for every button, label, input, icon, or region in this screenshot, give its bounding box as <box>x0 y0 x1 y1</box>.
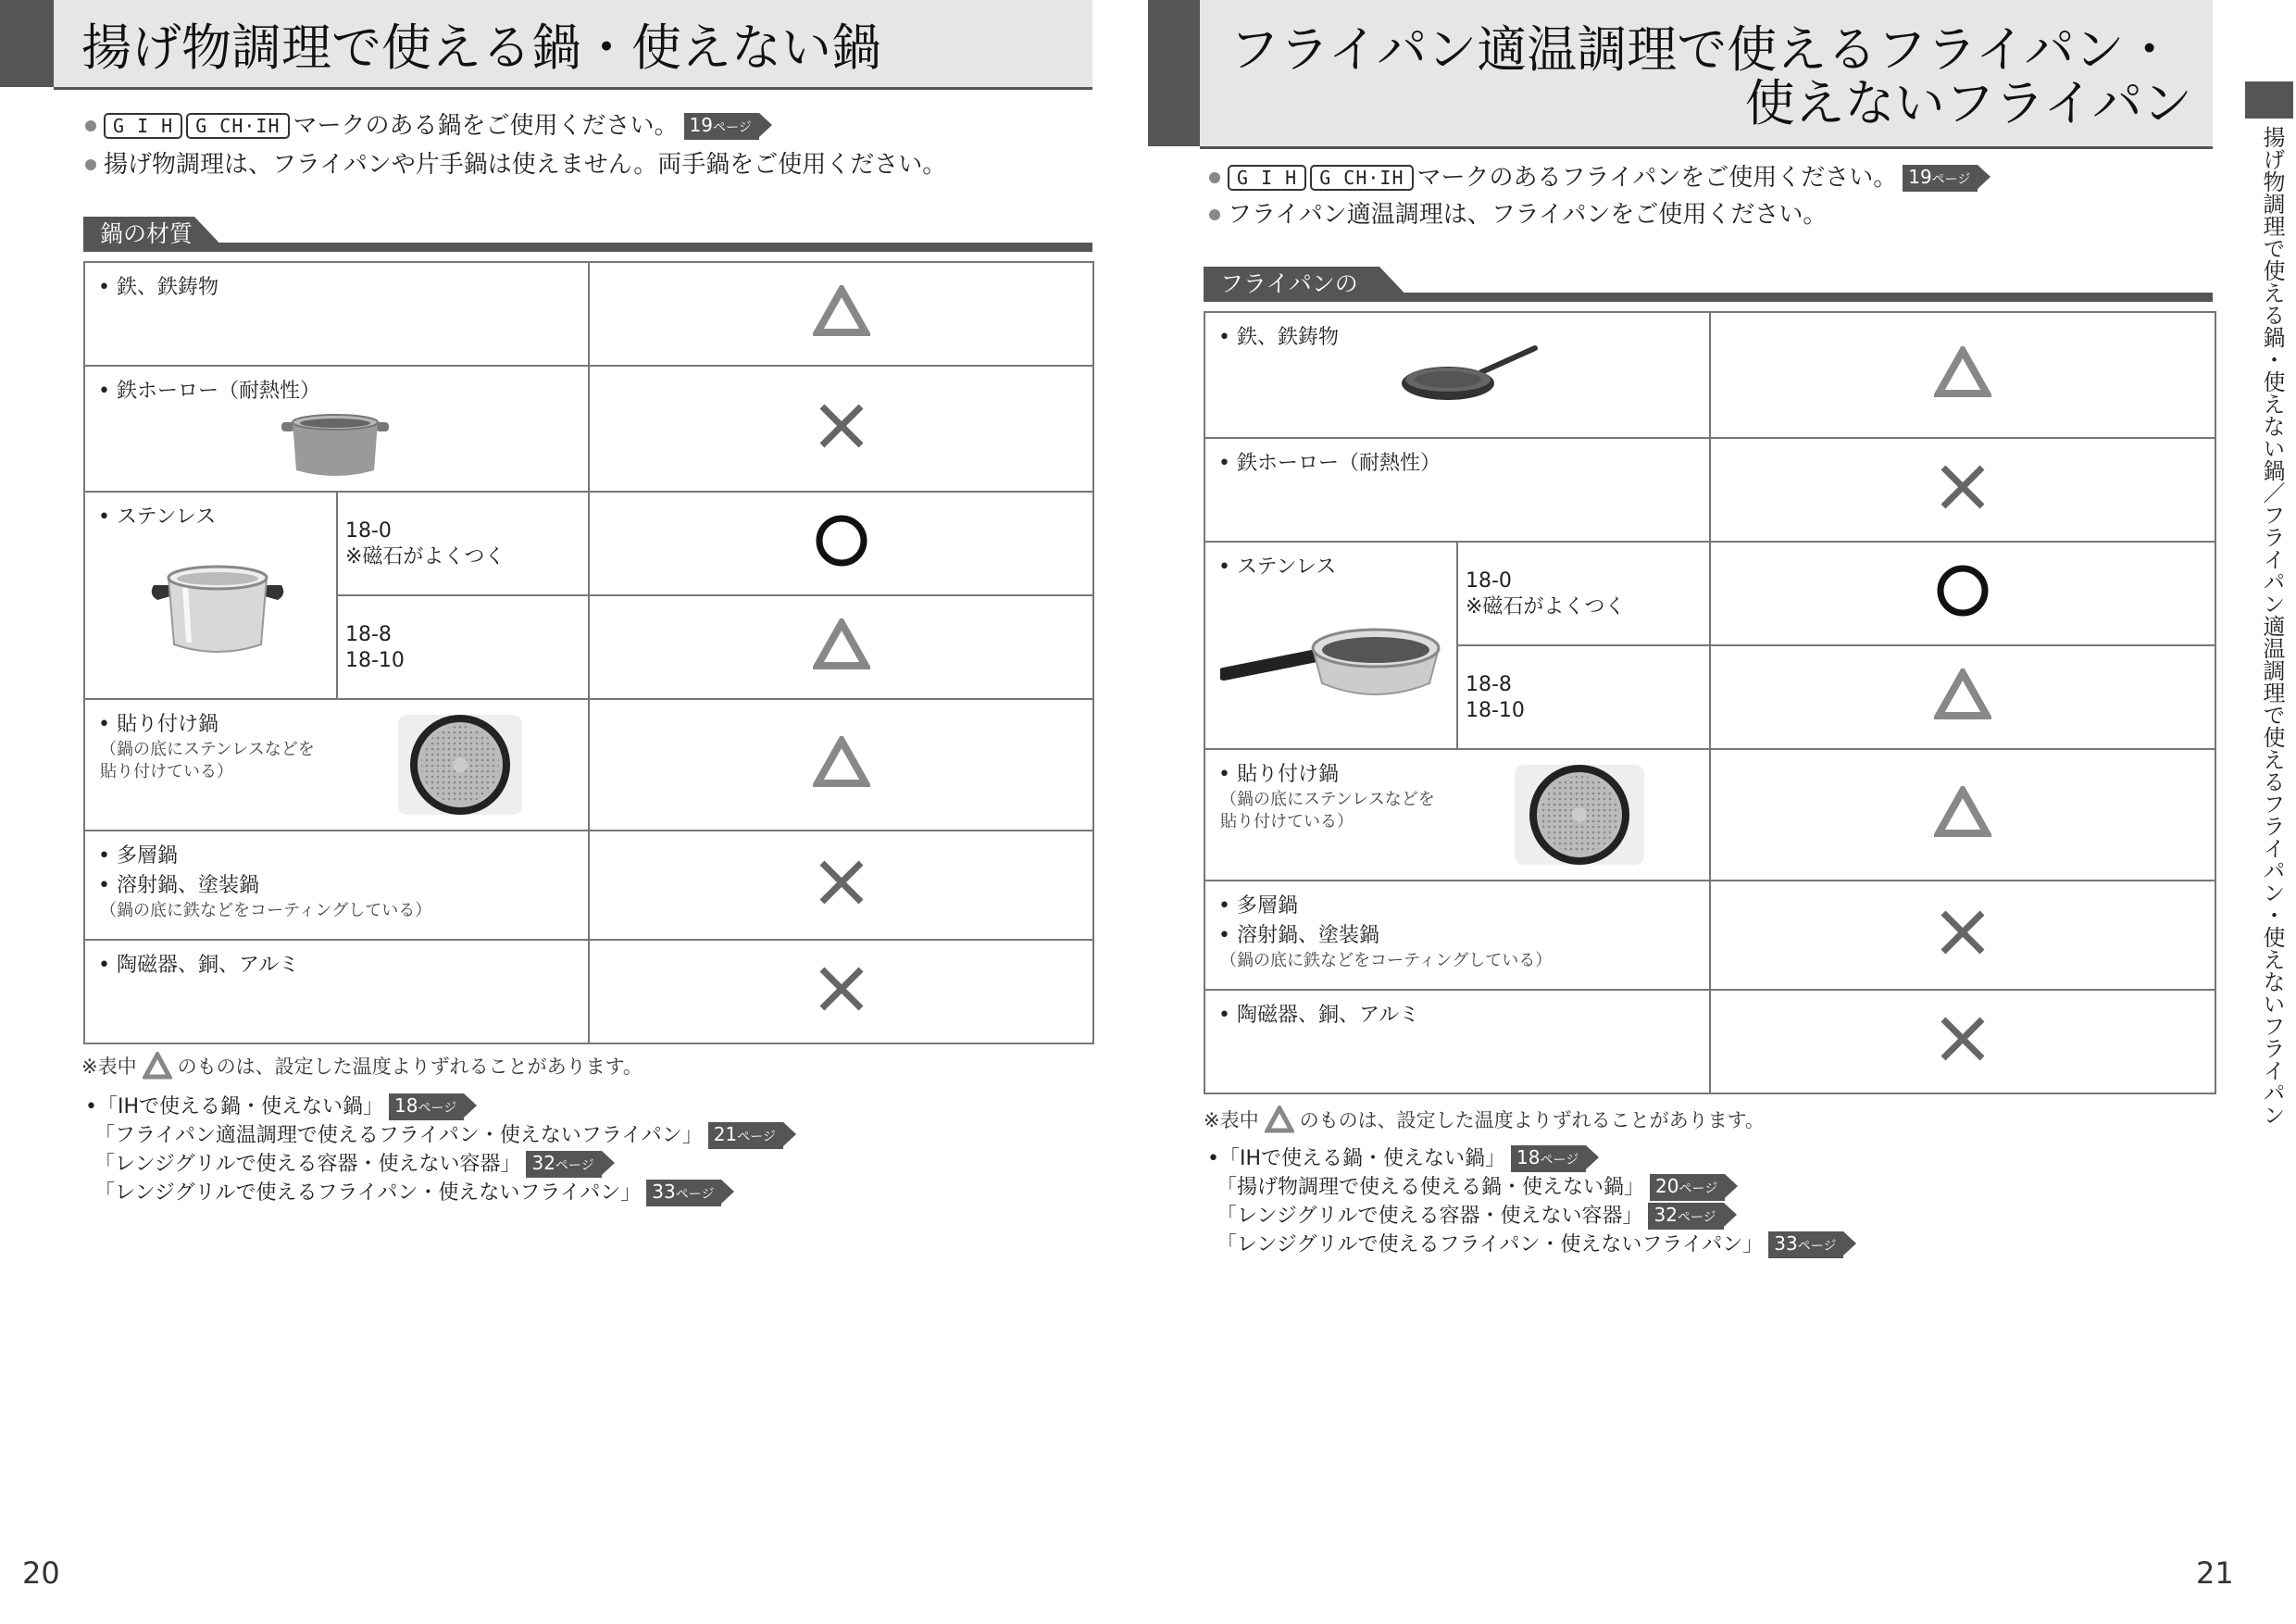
material-label: • 貼り付け鍋 <box>98 713 218 736</box>
bullet-usage-info <box>1209 198 1827 231</box>
page-number: 21 <box>2196 1555 2234 1591</box>
page-ref-link[interactable]: 20ページ <box>1650 1174 1725 1201</box>
grade-text: 18-8 18-10 <box>1466 673 1525 722</box>
cross-symbol-icon <box>1938 907 1988 957</box>
material-table <box>1204 311 2216 1094</box>
circle-symbol-icon <box>1935 563 1990 618</box>
material-label: • ステンレス <box>98 506 217 529</box>
page-ref-link[interactable]: 33ページ <box>1768 1231 1843 1258</box>
table-row <box>1204 542 2215 645</box>
triangle-symbol-icon <box>813 285 870 337</box>
title-accent <box>1148 0 1200 146</box>
grade-text: 18-0 ※磁石がよくつく <box>1466 569 1626 618</box>
page-title-line2: 使えないフライパン <box>1744 74 2192 132</box>
bullet-mark-info <box>1209 161 1998 194</box>
table-note: ※表中 のものは、設定した温度よりずれることがあります。 <box>1204 1106 1765 1133</box>
material-label: • 鉄ホーロー（耐熱性） <box>98 380 320 403</box>
material-note: （鍋の底に鉄などをコーティングしている） <box>100 901 432 920</box>
page-ref-link[interactable]: 32ページ <box>526 1151 601 1178</box>
table-row <box>1204 990 2215 1093</box>
iron-pan-icon <box>1400 344 1539 409</box>
page-ref-link[interactable]: 18ページ <box>389 1093 464 1120</box>
material-label: • 陶磁器、銅、アルミ <box>1218 1004 1420 1027</box>
side-index-tab[interactable] <box>2245 81 2293 119</box>
related-links <box>85 1093 804 1207</box>
related-link-row[interactable]: 「レンジグリルで使える容器・使えない容器」 32ページ <box>1207 1202 1864 1230</box>
page-title-line1: フライパン適温調理で使えるフライパン・ <box>1229 20 2175 79</box>
triangle-symbol-icon <box>813 736 870 788</box>
material-label: • 鉄、鉄鋳物 <box>1218 326 1339 349</box>
table-row <box>1204 438 2215 542</box>
section-rule <box>83 243 1092 252</box>
section-header <box>83 217 1092 252</box>
related-link-row[interactable]: 「レンジグリルで使える容器・使えない容器」 32ページ <box>85 1150 804 1179</box>
bullet-dot <box>85 159 96 170</box>
enamel-pot-icon <box>280 407 391 481</box>
bullet-usage-info <box>85 148 946 181</box>
page-number: 20 <box>22 1555 60 1591</box>
cross-symbol-icon <box>817 857 867 907</box>
bullet-mark-info <box>85 109 780 143</box>
cross-symbol-icon <box>817 964 867 1014</box>
triangle-symbol-icon <box>1934 346 1991 398</box>
material-label: • 貼り付け鍋 <box>1218 763 1339 786</box>
table-row <box>1204 749 2215 881</box>
related-link-row[interactable]: • 「IHで使える鍋・使えない鍋」 18ページ <box>85 1093 804 1121</box>
bullet-dot <box>1209 172 1220 183</box>
triangle-symbol-icon <box>1934 668 1991 720</box>
title-rule <box>1200 146 2213 149</box>
related-link-row[interactable]: 「フライパン適温調理で使えるフライパン・使えないフライパン」 21ページ <box>85 1121 804 1150</box>
page-ref-link[interactable]: 21ページ <box>708 1122 783 1149</box>
material-label: • 陶磁器、銅、アルミ <box>98 954 300 977</box>
ih-mark-icon: G I H <box>104 113 182 139</box>
related-link-row[interactable]: 「レンジグリルで使えるフライパン・使えないフライパン」 33ページ <box>1207 1230 1864 1259</box>
table-row <box>84 262 1093 366</box>
table-row <box>1204 881 2215 990</box>
page-ref-link[interactable]: 18ページ <box>1511 1145 1586 1172</box>
bullet-dot <box>1209 209 1220 220</box>
grade-text: 18-0 ※磁石がよくつく <box>345 519 505 568</box>
material-note: （鍋の底にステンレスなどを 貼り付けている） <box>100 740 315 781</box>
related-link-row[interactable]: 「レンジグリルで使えるフライパン・使えないフライパン」 33ページ <box>85 1179 804 1207</box>
page-title: 揚げ物調理で使える鍋・使えない鍋 <box>81 19 881 77</box>
page-ref-link[interactable]: 32ページ <box>1648 1203 1723 1230</box>
triangle-symbol-icon <box>1934 786 1991 838</box>
side-index-text: 揚げ物調理で使える鍋・使えない鍋／フライパン適温調理で使えるフライパン・使えないフライパン <box>2259 126 2285 1126</box>
stainless-pot-icon <box>148 557 287 659</box>
material-label: • 鉄、鉄鋳物 <box>98 276 218 299</box>
grade-text: 18-8 18-10 <box>345 623 405 672</box>
title-accent <box>0 0 54 87</box>
triangle-symbol-icon <box>813 618 870 670</box>
table-row <box>84 940 1093 1043</box>
table-row <box>1204 312 2215 438</box>
stainless-pan-icon <box>1220 609 1442 711</box>
table-row <box>84 366 1093 492</box>
material-label: • 溶射鍋、塗装鍋 <box>98 874 259 897</box>
title-rule <box>54 87 1092 90</box>
ih-mark-icon: G I H <box>1228 165 1306 191</box>
table-note: ※表中 のものは、設定した温度よりずれることがあります。 <box>81 1052 643 1080</box>
bullet-text: 揚げ物調理は、フライパンや片手鍋は使えません。両手鍋をご使用ください。 <box>104 151 947 179</box>
material-table <box>83 261 1094 1044</box>
cross-symbol-icon <box>1938 462 1988 512</box>
table-row <box>84 831 1093 940</box>
triangle-note-icon <box>143 1052 172 1080</box>
bullet-text: マークのある鍋をご使用ください。 <box>293 112 679 140</box>
section-title: 鍋の材質 <box>83 217 194 252</box>
material-note: （鍋の底にステンレスなどを 貼り付けている） <box>1220 790 1435 831</box>
page-ref-link[interactable]: 19ページ <box>684 113 759 140</box>
pan-bottom-icon <box>1513 763 1646 867</box>
material-note: （鍋の底に鉄などをコーティングしている） <box>1220 951 1553 970</box>
table-row <box>84 699 1093 831</box>
ch-ih-mark-icon: G CH·IH <box>186 113 289 139</box>
material-label: • 多層鍋 <box>98 844 178 868</box>
table-row <box>84 492 1093 595</box>
circle-symbol-icon <box>814 513 869 568</box>
material-label: • 鉄ホーロー（耐熱性） <box>1218 452 1441 475</box>
bullet-dot <box>85 120 96 131</box>
material-label: • 多層鍋 <box>1218 894 1298 918</box>
page-ref-link[interactable]: 33ページ <box>646 1180 721 1206</box>
bullet-text: マークのあるフライパンをご使用ください。 <box>1416 164 1898 192</box>
related-link-row[interactable]: • 「IHで使える鍋・使えない鍋」 18ページ <box>1207 1144 1864 1173</box>
material-label: • 溶射鍋、塗装鍋 <box>1218 924 1379 947</box>
section-header <box>1204 267 2213 332</box>
cross-symbol-icon <box>1938 1014 1988 1064</box>
cross-symbol-icon <box>817 401 867 451</box>
related-links <box>1207 1144 1864 1259</box>
pot-bottom-icon <box>396 713 524 817</box>
ch-ih-mark-icon: G CH·IH <box>1310 165 1413 191</box>
related-link-row[interactable]: 「揚げ物調理で使える使える鍋・使えない鍋」 20ページ <box>1207 1173 1864 1202</box>
triangle-note-icon <box>1265 1106 1294 1133</box>
material-label: • ステンレス <box>1218 556 1337 579</box>
page-ref-link[interactable]: 19ページ <box>1903 165 1978 192</box>
section-title: フライパンの材質 <box>1204 267 1379 302</box>
bullet-text: フライパン適温調理は、フライパンをご使用ください。 <box>1228 201 1828 229</box>
